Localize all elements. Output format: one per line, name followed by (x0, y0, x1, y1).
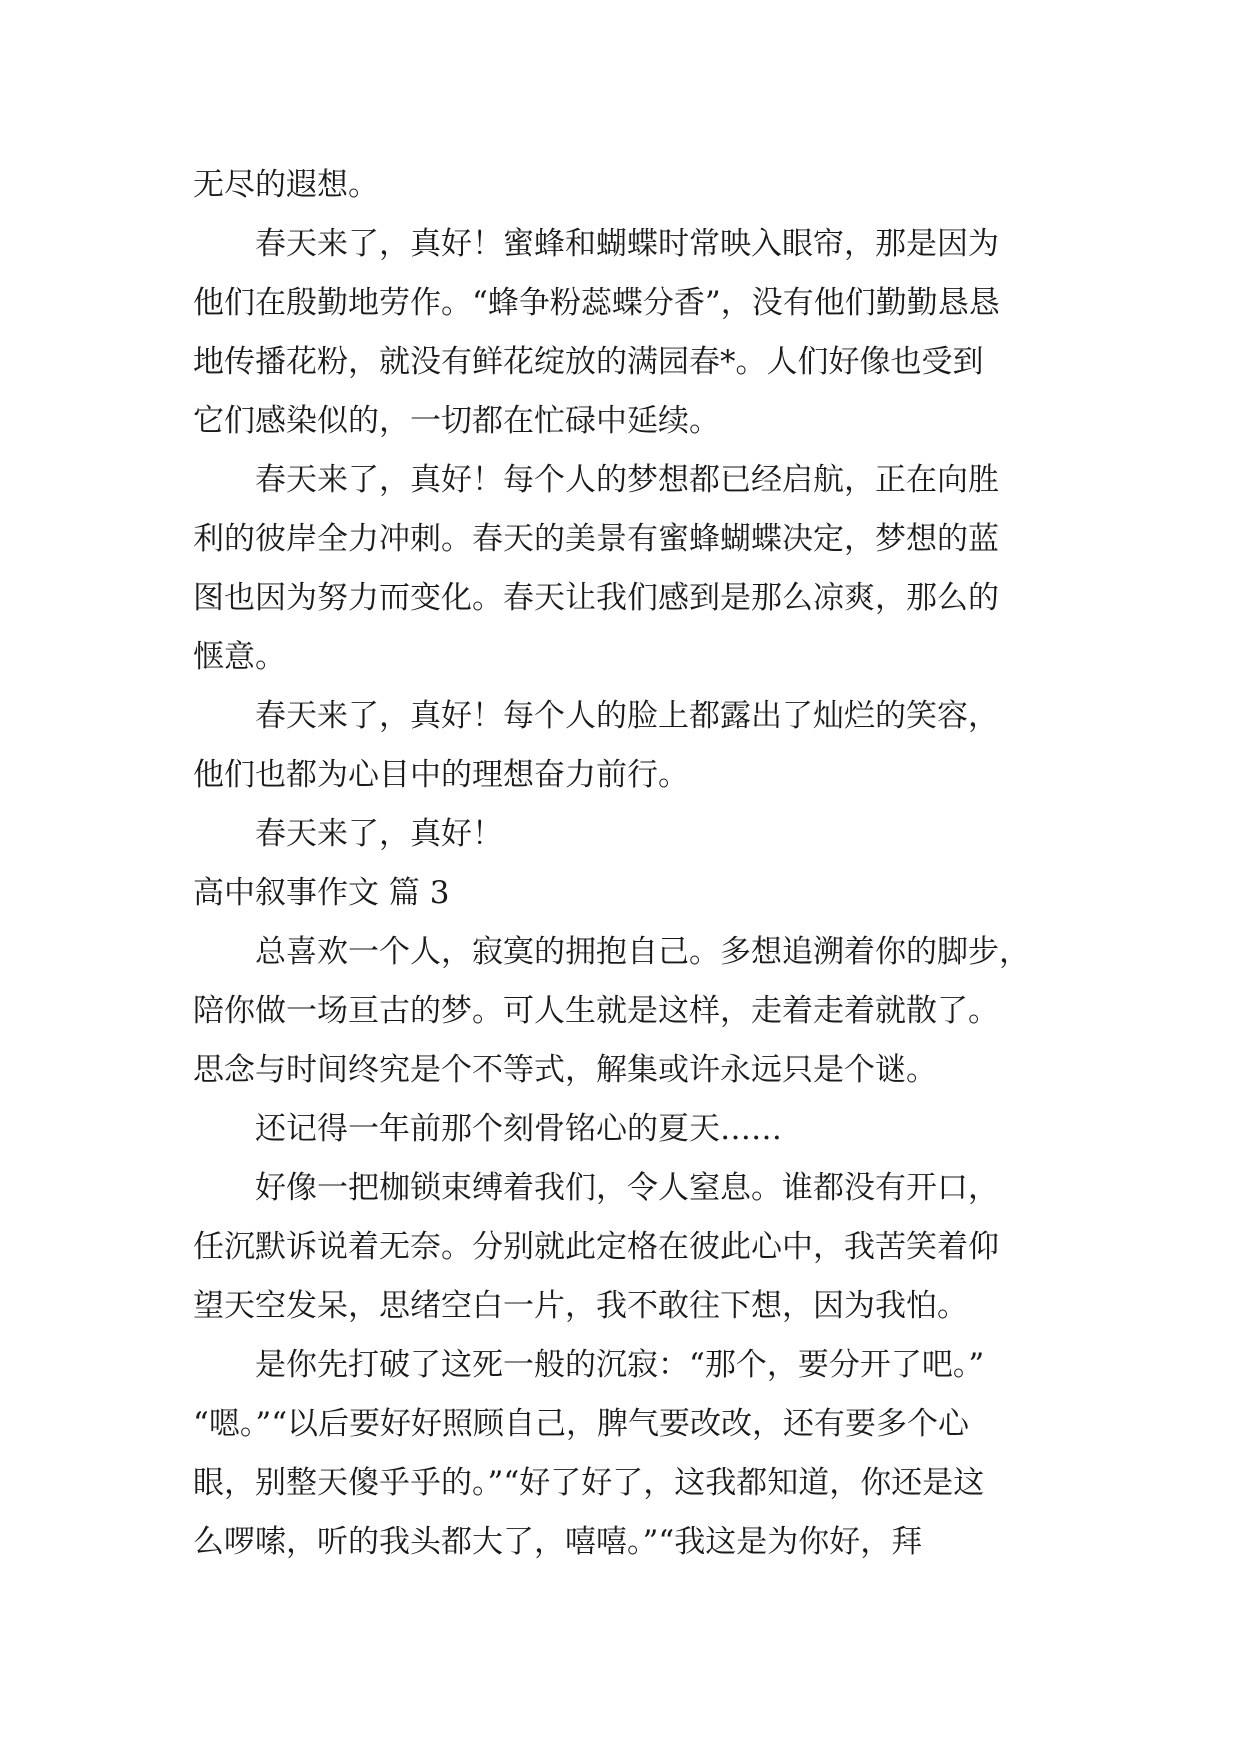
text-line: 陪你做一场亘古的梦。可人生就是这样，走着走着就散了。 (193, 993, 999, 1029)
text-line: 春天来了，真好！每个人的脸上都露出了灿烂的笑容， (255, 698, 999, 734)
text-line: 惬意。 (193, 639, 286, 675)
text-line: 总喜欢一个人，寂寞的拥抱自己。多想追溯着你的脚步， (255, 934, 1030, 970)
essay-body (193, 156, 1053, 1572)
text-line: 春天来了，真好！蜜蜂和蝴蝶时常映入眼帘，那是因为 (255, 226, 999, 262)
text-line: “嗯。”“以后要好好照顾自己，脾气要改改，还有要多个心 (193, 1406, 970, 1442)
text-line: 是你先打破了这死一般的沉寂：“那个，要分开了吧。” (255, 1347, 985, 1383)
text-line: 思念与时间终究是个不等式，解集或许永远只是个谜。 (193, 1052, 937, 1088)
text-line: 他们也都为心目中的理想奋力前行。 (193, 757, 689, 793)
text-line: 利的彼岸全力冲刺。春天的美景有蜜蜂蝴蝶决定，梦想的蓝 (193, 521, 999, 557)
section-heading: 高中叙事作文 篇 3 (193, 875, 450, 911)
text-line: 春天来了，真好！ (255, 816, 503, 852)
text-line: 无尽的遐想。 (193, 167, 379, 203)
text-line: 任沉默诉说着无奈。分别就此定格在彼此心中，我苦笑着仰 (193, 1229, 999, 1265)
text-line: 么啰嗦，听的我头都大了，嘻嘻。”“我这是为你好，拜 (193, 1524, 923, 1560)
text-line: 眼，别整天傻乎乎的。”“好了好了，这我都知道，你还是这 (193, 1465, 985, 1501)
text-line: 还记得一年前那个刻骨铭心的夏天…… (255, 1111, 782, 1147)
text-line: 春天来了，真好！每个人的梦想都已经启航，正在向胜 (255, 462, 999, 498)
text-line: 他们在殷勤地劳作。“蜂争粉蕊蝶分香”，没有他们勤勤恳恳 (193, 285, 1000, 321)
text-line: 望天空发呆，思绪空白一片，我不敢往下想，因为我怕。 (193, 1288, 968, 1324)
text-line: 图也因为努力而变化。春天让我们感到是那么凉爽，那么的 (193, 580, 999, 616)
text-line: 它们感染似的，一切都在忙碌中延续。 (193, 403, 720, 439)
text-line: 地传播花粉，就没有鲜花绽放的满园春*。人们好像也受到 (193, 344, 984, 380)
text-line: 好像一把枷锁束缚着我们，令人窒息。谁都没有开口， (255, 1170, 999, 1206)
